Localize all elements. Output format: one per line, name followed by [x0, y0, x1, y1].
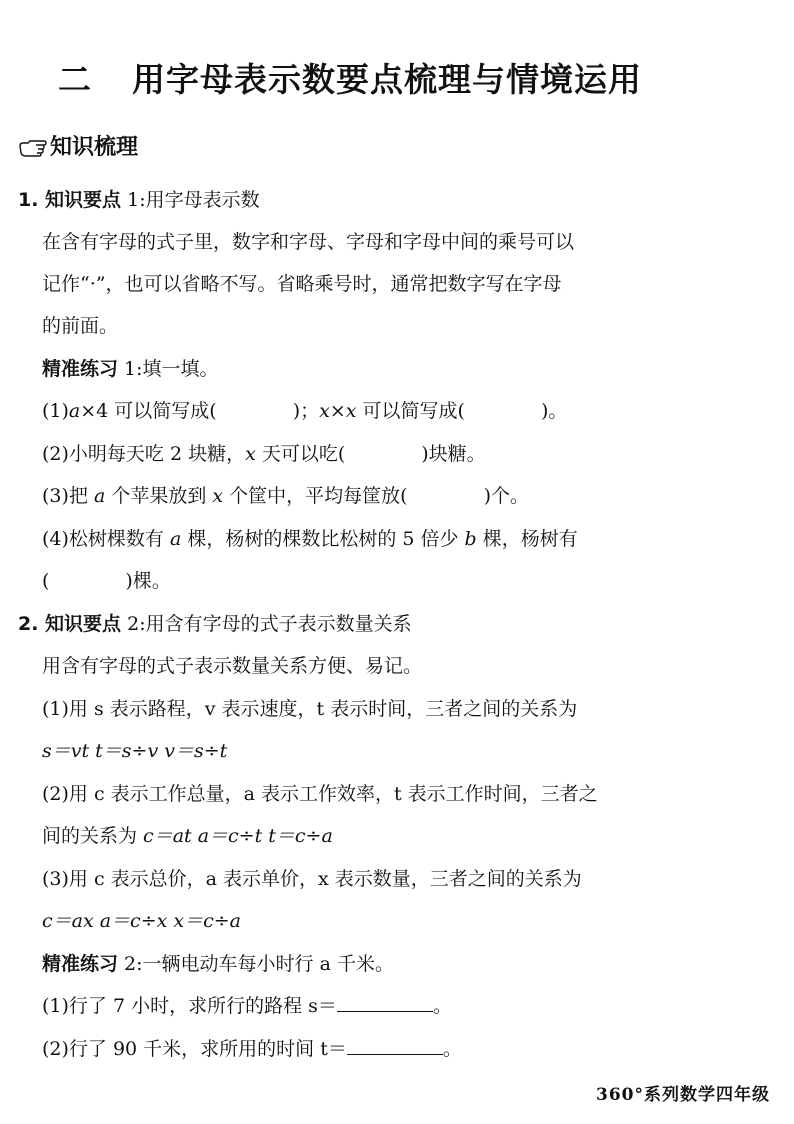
question-4-cont: [42, 567, 171, 595]
q2-part: 天可以吃(: [255, 443, 346, 465]
practice2-q1: [42, 992, 452, 1020]
point1-desc-line-2: 记作“·”，也可以省略不写。省略乘号时，通常把数字写在字母: [42, 273, 562, 295]
q2-part: )块糖。: [421, 443, 486, 465]
q2-var-x: x: [245, 443, 256, 465]
title-text: 用字母表示数要点梳理与情境运用: [132, 60, 642, 99]
q1-part: )；: [292, 400, 320, 422]
point1-desc-line-1: 在含有字母的式子里，数字和字母、字母和字母中间的乘号可以: [42, 231, 575, 253]
point1-label-text: 用字母表示数: [145, 189, 260, 211]
point1-label-num: 1:: [121, 189, 146, 211]
q4-var-b: b: [464, 528, 477, 550]
relation-2-line: (2)用 c 表示工作总量，a 表示工作效率，t 表示工作时间，三者之: [42, 783, 598, 805]
question-3: [42, 482, 529, 510]
practice1-label: 精准练习: [42, 358, 119, 380]
relation-2-line-2: [42, 822, 333, 850]
q1-part: ×: [329, 400, 346, 422]
point1-heading: [18, 186, 260, 214]
relation-3-line: (3)用 c 表示总价，a 表示单价，x 表示数量，三者之间的关系为: [42, 868, 582, 890]
practice2-heading: [42, 950, 394, 978]
q1-part: )。: [540, 400, 568, 422]
q1-var-x: x: [319, 400, 330, 422]
q3-part: (3)把: [42, 485, 94, 507]
q3-part: 个苹果放到: [105, 485, 213, 507]
practice2-q1-answer-line[interactable]: [337, 993, 433, 1012]
q4-part: )棵。: [125, 570, 171, 592]
practice2-q1-text: (1)行了 7 小时，求所行的路程 s＝: [42, 995, 337, 1017]
q4-part: 棵，杨树有: [476, 528, 578, 550]
relation-2-text: 间的关系为: [42, 825, 144, 847]
q3-part: 个筐中，平均每筐放(: [223, 485, 408, 507]
page-title: [58, 58, 758, 102]
q4-part: (4)松树棵数有: [42, 528, 170, 550]
point2-label: 2. 知识要点: [18, 613, 122, 635]
q1-part: (1): [42, 400, 69, 422]
question-2: [42, 440, 486, 468]
relation-3-formula: c＝ax a＝c÷x x＝c÷a: [42, 910, 241, 932]
point2-intro: 用含有字母的式子表示数量关系方便、易记。: [42, 655, 423, 677]
title-number: 二: [58, 60, 92, 99]
q1-part: ×4 可以简写成(: [80, 400, 217, 422]
practice1-text: 1:填一填。: [118, 358, 219, 380]
q3-var-x: x: [212, 485, 224, 507]
q4-part: 棵，杨树的棵数比松树的 5 倍少: [181, 528, 465, 550]
question-1: [42, 397, 567, 425]
q2-part: (2)小明每天吃 2 块糖，: [42, 443, 246, 465]
q4-var-a: a: [169, 528, 182, 550]
practice2-q2-answer-line[interactable]: [347, 1036, 443, 1055]
q3-var-a: a: [93, 485, 106, 507]
practice2-text: 2:一辆电动车每小时行 a 千米。: [118, 953, 394, 975]
practice2-q2: [42, 1035, 462, 1063]
practice1-heading: [42, 355, 219, 383]
point2-heading: [18, 610, 412, 638]
practice2-q2-text: (2)行了 90 千米，求所用的时间 t＝: [42, 1038, 347, 1060]
practice2-label: 精准练习: [42, 953, 119, 975]
section-heading-text: 知识梳理: [50, 135, 139, 160]
point1-desc-line-3: 的前面。: [42, 315, 119, 337]
section-heading: [18, 132, 138, 164]
page-footer: 360°系列数学四年级: [596, 1085, 770, 1105]
point2-label-text: 用含有字母的式子表示数量关系: [145, 613, 412, 635]
point2-label-num: 2:: [121, 613, 146, 635]
practice2-q1-end: 。: [432, 995, 452, 1017]
point1-label: 1. 知识要点: [18, 189, 122, 211]
relation-1-line: (1)用 s 表示路程，v 表示速度，t 表示时间，三者之间的关系为: [42, 698, 578, 720]
relation-1-formula: s＝vt t＝s÷v v＝s÷t: [42, 740, 228, 762]
q1-var-x: x: [345, 400, 357, 422]
q1-part: 可以简写成(: [356, 400, 465, 422]
q4-part: (: [42, 570, 50, 592]
q1-var-a: a: [68, 400, 81, 422]
practice2-q2-end: 。: [442, 1038, 462, 1060]
pointing-hand-icon: [18, 136, 48, 156]
q3-part: )个。: [483, 485, 529, 507]
question-4: [42, 525, 578, 553]
relation-2-formula: c＝at a＝c÷t t＝c÷a: [143, 825, 333, 847]
